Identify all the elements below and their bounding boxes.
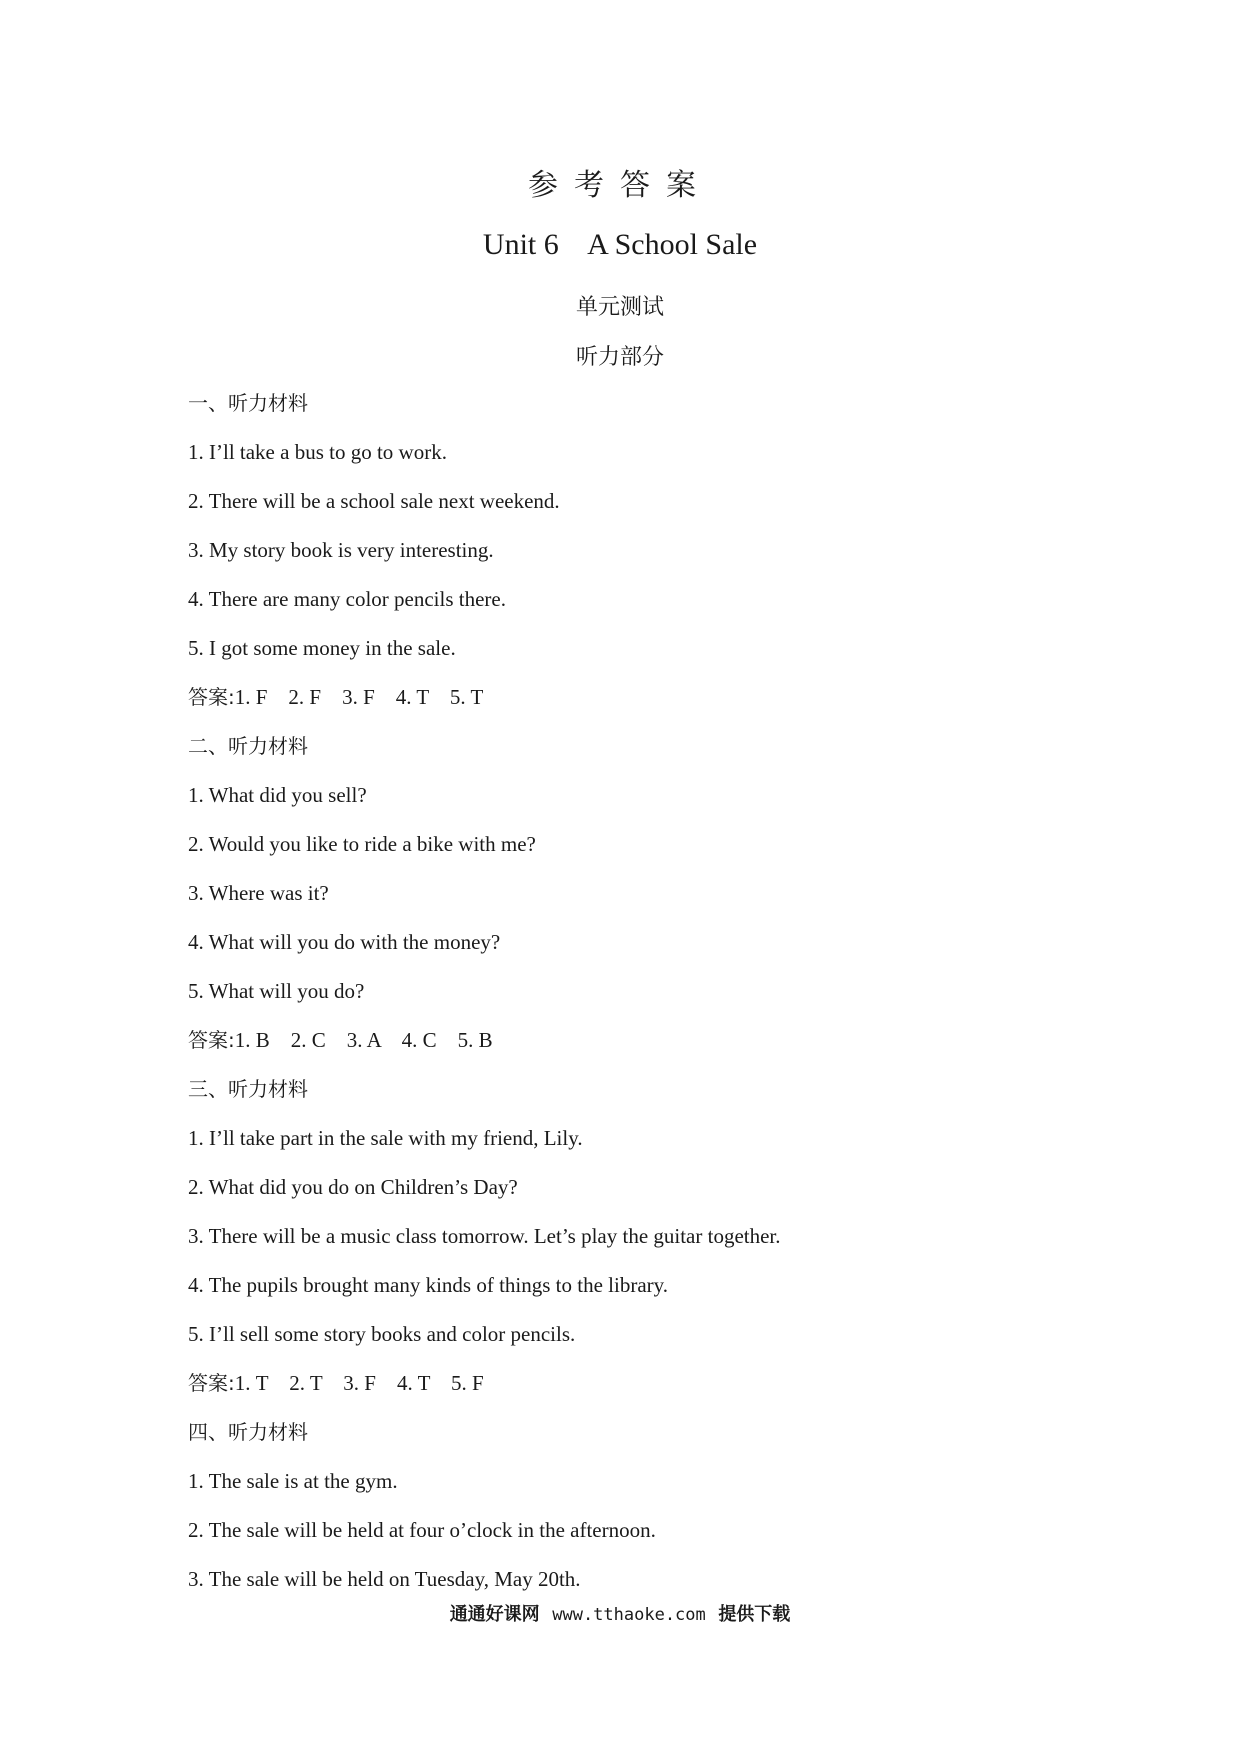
answer-line [188,1025,1168,1074]
answer-text: 1. B 2. C 3. A 4. C 5. B [234,1028,493,1052]
section-heading: 二、听力材料 [188,734,308,758]
answer-text: 1. F 2. F 3. F 4. T 5. T [234,685,484,709]
list-item: 2. The sale will be held at four o’clock in the afternoon. [188,1518,656,1542]
list-item: 1. I’ll take a bus to go to work. [188,440,447,464]
list-item: 5. I got some money in the sale. [188,636,456,660]
section-heading: 三、听力材料 [188,1077,308,1101]
footer-url[interactable]: www.tthaoke.com [552,1605,706,1625]
answer-line [188,1368,1168,1417]
page-title-unit: Unit 6 A School Sale [482,228,758,261]
answer-label: 答案: [188,1028,235,1052]
list-item: 4. What will you do with the money? [188,930,501,954]
page-title-cn: 参考答案 [528,168,712,203]
answer-label: 答案: [188,1371,235,1395]
page-footer [0,1600,1240,1626]
list-item: 3. Where was it? [188,881,329,905]
list-item: 3. The sale will be held on Tuesday, May 20th. [188,1567,581,1591]
list-item: 4. The pupils brought many kinds of things to the library. [188,1273,669,1297]
list-item: 1. What did you sell? [188,783,367,807]
content-body [188,388,1168,1613]
list-item: 2. Would you like to ride a bike with me? [188,832,536,856]
list-item: 5. What will you do? [188,979,365,1003]
list-item: 3. There will be a music class tomorrow. Let’s play the guitar together. [188,1224,781,1248]
section-heading: 四、听力材料 [188,1420,308,1444]
answer-text: 1. T 2. T 3. F 4. T 5. F [234,1371,484,1395]
answer-line [188,682,1168,731]
subtitle-listening: 听力部分 [575,345,664,370]
list-item: 5. I’ll sell some story books and color pencils. [188,1322,576,1346]
list-item: 1. The sale is at the gym. [188,1469,398,1493]
answer-label: 答案: [188,685,235,709]
list-item: 2. What did you do on Children’s Day? [188,1175,518,1199]
list-item: 2. There will be a school sale next weekend. [188,489,560,513]
list-item: 1. I’ll take part in the sale with my friend, Lily. [188,1126,583,1150]
list-item: 3. My story book is very interesting. [188,538,494,562]
subtitle-unit-test: 单元测试 [575,295,664,320]
section-heading: 一、听力材料 [188,391,308,415]
footer-site-name: 通通好课网 [449,1604,540,1625]
footer-suffix: 提供下载 [718,1604,791,1625]
list-item: 4. There are many color pencils there. [188,587,506,611]
